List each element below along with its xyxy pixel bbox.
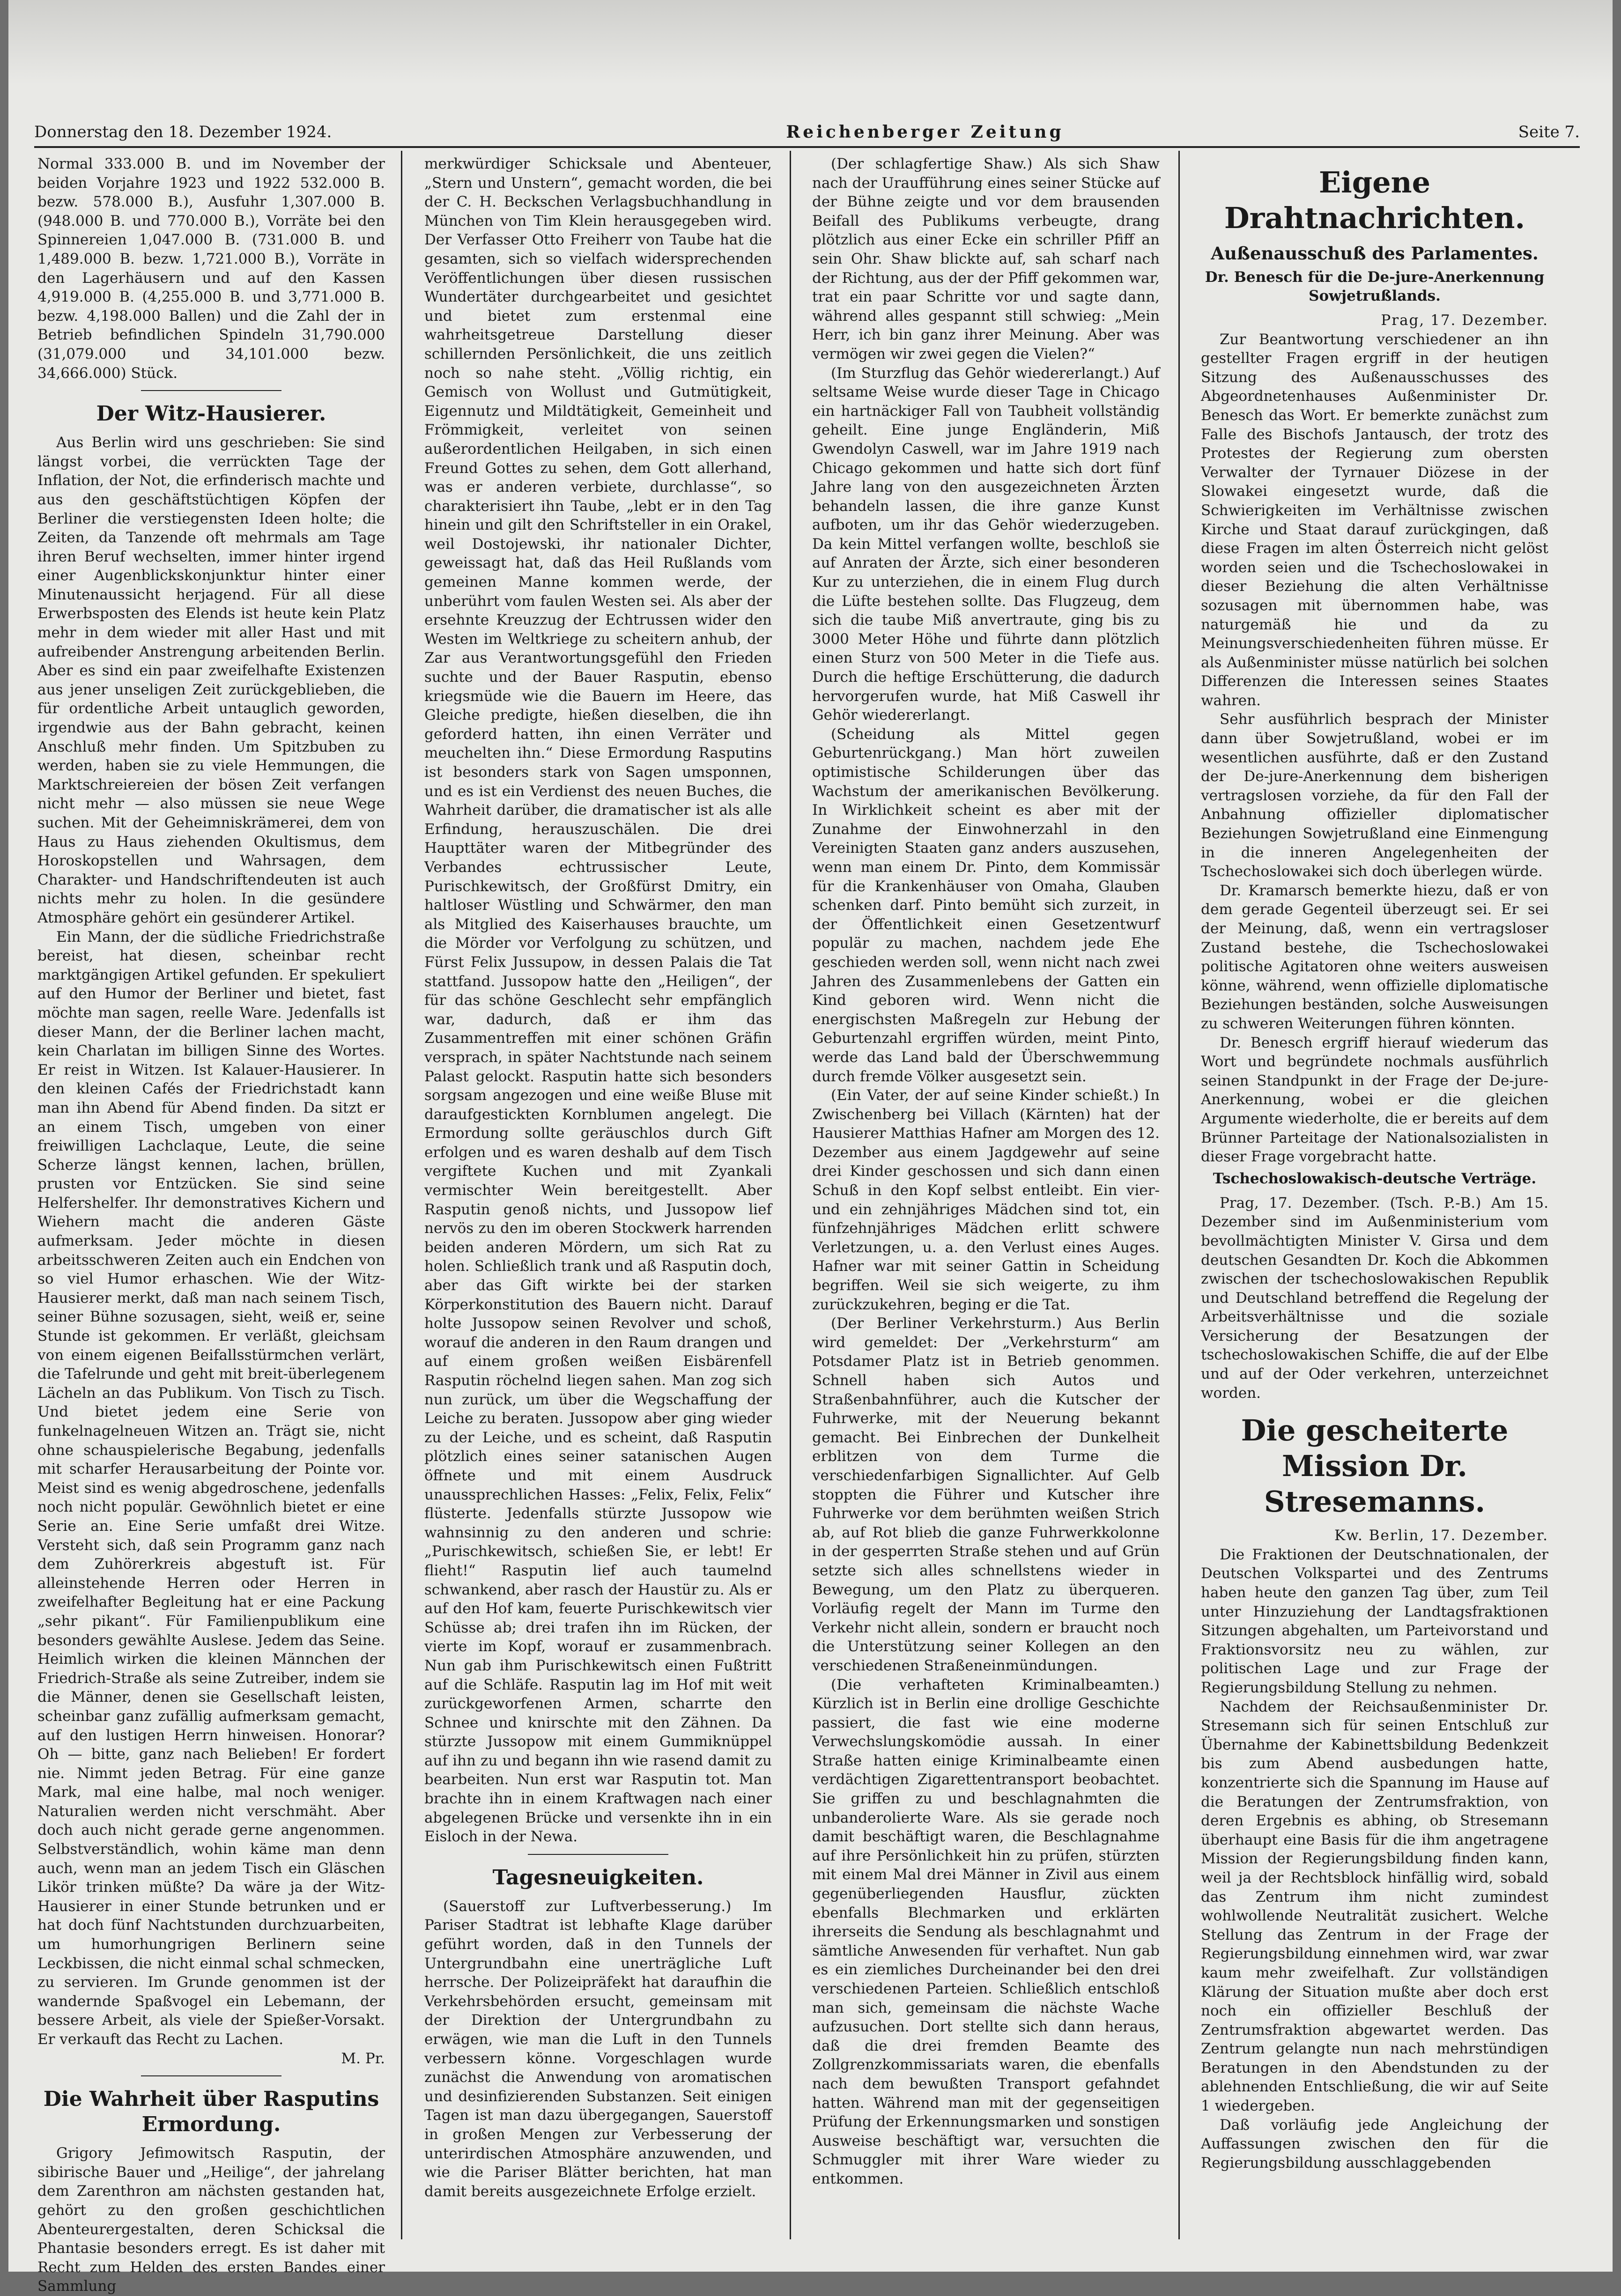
dateline: Kw. Berlin, 17. Dezember. bbox=[1334, 1527, 1548, 1544]
masthead: Reichenberger Zeitung bbox=[786, 122, 1064, 142]
headline-stresemann: Die gescheiterte Mission Dr. Stresemanns. bbox=[1241, 1413, 1509, 1519]
column-2 bbox=[424, 155, 772, 2234]
author-signature: M. Pr. bbox=[341, 2050, 385, 2067]
news-item: (Die verhafteten Kriminalbeamten.) Kürzlich ist in Berlin eine drollige Geschichte passiert, die fast wie eine moderne Verwechslungskomödie aussah. In einer Straße hatten einige Kriminalbeamte einen verdächtigen Zigarettentransport beobachtet. Sie griffen zu und beschlagnahmten die unbanderolierte Ware. Als sie gerade noch damit beschäftigt waren, die Beschlagnahme auf ihre Persönlichkeit hin zu prüfen, stürzten mit einem Mal drei Männer in Zivil aus einem gegenüberliegenden Hausflur, zückten ebenfalls Blechmarken und erklärten ihrerseits die Sendung als beschlagnahmt und sämtliche Anwesenden für verhaftet. Nun gab es ein ziemliches Durcheinander bei den drei verschiedenen Parteien. Schließlich entschloß man sich, gemeinsam die nächste Wache aufzusuchen. Dort stellte sich dann heraus, daß die drei fremden Beamte des Zollgrenzkommissariats waren, die ebenfalls nach dem bewußten Transport gefahndet hatten. Während man mit der gegenseitigen Prüfung der Erkennungsmarken und sonstigen Ausweise beschäftigt war, versuchten die Schmuggler mit ihrer Ware wieder zu entkommen. bbox=[812, 1676, 1160, 2187]
article-paragraph: Sehr ausführlich besprach der Minister dann über Sowjetrußland, wobei er im wesentlichen ausführte, daß er den Zustand der De-jure-Anerkennung dem bisherigen vertragslosen vorziehe, da für den Fall der Anbahnung offizieller diplomatischer Beziehungen Sowjetrußland eine Einmengung in die inneren Angelegenheiten der Tschechoslowakei sich doch überlegen würde. bbox=[1201, 711, 1548, 880]
page-fold-shadow bbox=[8, 0, 1613, 84]
article-paragraph: merkwürdiger Schicksale und Abenteuer, „Stern und Unstern“, gemacht worden, die bei der C. H. Beckschen Verlagsbuchhandlung in München von Tim Klein herausgegeben wird. Der Verfasser Otto Freiherr von Taube hat die gesamten, sich so vielfach widersprechenden Veröffentlichungen über diesen russischen Wundertäter durchgearbeitet und gesichtet und bietet zum erstenmal eine wahrheitsgetreue Darstellung dieser schillernden Persönlichkeit, die uns zeitlich noch so nahe steht. „Völlig richtig, ein Gemisch von Wollust und Gutmütigkeit, Eigennutz und Mildtätigkeit, Gemeinheit und Frömmigkeit, verleitet von seinen außerordentlichen Heilgaben, in sich einen Freund Gottes zu sehen, dem Gott allerhand, was er anderen verbiete, durchlasse“, so charakterisiert ihn Taube, „lebt er in den Tag hinein und gilt den Schriftsteller in ein Orakel, weil Dostojewski, ihr nationaler Dichter, geweissagt hat, daß das Heil Rußlands vom gemeinen Manne kommen werde, der unberührt vom faulen Westen sei. Als aber der ersehnte Kreuzzug der Echtrussen wider den Westen im Weltkriege zu scheitern anhub, der Zar aus Verantwortungsgefühl den Frieden suchte und der Bauer Rasputin, ebenso kriegsmüde wie die Bauern im Heere, das Gleiche predigte, hießen dieselben, die ihn geforderd hatten, ihn einen Verräter und meuchelten ihn.“ Diese Ermordung Rasputins ist besonders stark von Sagen umsponnen, und es ist ein Verdienst des neuen Buches, die Wahrheit darüber, die dramatischer ist als alle Erfindung, herauszuschälen. Die drei Haupttäter waren der Mitbegründer des Verbandes echtrussischer Leute, Purischkewitsch, der Großfürst Dmitry, ein haltloser Wüstling und Schwärmer, den man als Mitglied des Kaiserhauses brauchte, um die Mörder vor Verfolgung zu schützen, und Fürst Felix Jussupow, in dessen Palais die Tat stattfand. Jussopow hatte den „Heiligen“, der für das schöne Geschlecht sehr empfänglich war, dadurch, daß er ihm das Zusammentreffen mit einer schönen Gräfin versprach, in später Nachtstunde nach seinem Palast gelockt. Rasputin hatte sich besonders sorgsam angezogen und eine weiße Bluse mit daraufgestickten Kornblumen angelegt. Die Ermordung sollte geräuschlos durch Gift erfolgen und es waren deshalb auf dem Tisch vergiftete Kuchen und mit Zyankali vermischter Wein bereitgestellt. Aber Rasputin genoß nichts, und Jussopow lief nervös zu den im oberen Stockwerk harrenden beiden anderen Mördern, um sich Rat zu holen. Schließlich trank und aß Rasputin doch, aber das Gift wirkte bei der starken Körperkonstitution des Bauern nicht. Darauf holte Jussopow seinen Revolver und schoß, worauf die anderen in den Raum drangen und auf einem großen weißen Eisbärenfell Rasputin röchelnd liegen sahen. Man zog sich nun zurück, um über die Wegschaffung der Leiche zu beraten. Jussopow aber ging wieder zu der Leiche, und es scheint, daß Rasputin plötzlich eines seiner satanischen Augen öffnete und mit einem Ausdruck unaussprechlichen Hasses: „Felix, Felix, Felix“ flüsterte. Jedenfalls stürzte Jussopow wie wahnsinnig zu den anderen und schrie: „Purischkewitsch, schießen Sie, er lebt! Er flieht!“ Rasputin lief auch taumelnd schwankend, aber rasch der Haustür zu. Als er auf den Hof kam, feuerte Purischkewitsch vier Schüsse ab; drei trafen ihn im Rücken, der vierte im Kopf, worauf er zusammenbrach. Nun gab ihm Purischkewitsch einen Fußtritt auf die Schläfe. Rasputin lag im Hof mit weit zurückgeworfenen Armen, scharrte den Schnee und knirschte mit den Zähnen. Da stürzte Jussopow mit einem Gummiknüppel auf ihn zu und begann ihn wie rasend damit zu bearbeiten. Nun erst war Rasputin tot. Man brachte ihn in einem Kraftwagen nach einer abgelegenen Brücke und versenkte ihn in ein Eisloch in der Newa. bbox=[424, 155, 772, 1846]
page-number: Seite 7. bbox=[1518, 123, 1580, 141]
subhead-benesch: Dr. Benesch für die De-jure-Anerkennung Sowjetrußlands. bbox=[1205, 269, 1545, 304]
news-item: (Sauerstoff zur Luftverbesserung.) Im Pariser Stadtrat ist lebhafte Klage darüber geführt worden, daß in den Tunnels der Untergrundbahn eine unerträgliche Luft herrsche. Der Polizeipräfekt hat daraufhin die Verkehrsbehörden ersucht, gemeinsam mit der Direktion der Untergrundbahn zu erwägen, wie man die Luft in den Tunnels verbessern könne. Vorgeschlagen wurde zunächst die Anwendung von aromatischen und desinfizierenden Substanzen. Seit einigen Tagen ist man dazu übergegangen, Sauerstoff in großen Mengen zur Verbesserung der unterirdischen Atmosphäre anzuwenden, und wie die Pariser Blätter berichten, hat man damit bereits ausgezeichnete Erfolge erzielt. bbox=[424, 1897, 772, 2200]
issue-date: Donnerstag den 18. Dezember 1924. bbox=[34, 123, 332, 141]
news-item: (Der Berliner Verkehrsturm.) Aus Berlin wird gemeldet: Der „Verkehrsturm“ am Potsdamer Platz ist in Betrieb genommen. Schnell haben sich Autos und Straßenbahnführer, auch die Kutscher der Fuhrwerke, mit der Neuerung bekannt gemacht. Bei Einbrechen der Dunkelheit erblitzen von dem Turme die verschiedenfarbigen Signallichter. Auf Gelb stoppten die Führer und Kutscher ihre Fuhrwerke vor dem berühmten weißen Strich ab, auf Rot blieb die ganze Fuhrwerkkolonne in der gesperrten Straße stehen und auf Grün setzte sich alles schnellstens wieder in Bewegung, um den Platz zu überqueren. Vorläufig regelt der Mann im Turme den Verkehr nicht allein, sondern er braucht noch die Unterstützung seiner Kollegen an den verschiedenen Straßeneinmündungen. bbox=[812, 1315, 1160, 1674]
news-item: (Ein Vater, der auf seine Kinder schießt.) In Zwischenberg bei Villach (Kärnten) hat der Hausierer Matthias Hafner am Morgen des 12. Dezember aus einem Jagdgewehr auf seine drei Kinder geschossen und sich dann einen Schuß in den Kopf selbst entleibt. Ein vier- und ein zehnjähriges Mädchen sind tot, ein fünfzehnjähriges Mädchen erlitt schwere Verletzungen, u. a. den Verlust eines Auges. Hafner war mit seiner Gattin in Scheidung begriffen. Weil sie sich weigerte, zu ihm zurückzukehren, beging er die Tat. bbox=[812, 1087, 1160, 1313]
headline-drahtnachrichten: Eigene Drahtnachrichten. bbox=[1224, 165, 1525, 235]
column-divider bbox=[1178, 151, 1180, 2239]
article-paragraph: Daß vorläufig jede Angleichung der Auffassungen zwischen den für die Regierungsbildung ausschlaggebenden bbox=[1201, 2116, 1548, 2171]
column-4 bbox=[1201, 155, 1548, 2234]
subhead-vertraege: Tschechoslowakisch-deutsche Verträge. bbox=[1213, 1170, 1537, 1187]
article-paragraph: Ein Mann, der die südliche Friedrichstraße bereist, hat diesen, scheinbar recht marktgängigen Artikel gefunden. Er spekuliert auf den Humor der Berliner und bietet, fast möchte man sagen, reelle Ware. Jedenfalls ist dieser Mann, der die Berliner lachen macht, kein Charlatan im billigen Sinne des Wortes. Er reist in Witzen. Ist Kalauer-Hausierer. In den kleinen Cafés der Friedrichstadt kann man ihn Abend für Abend finden. Da sitzt er an einem Tisch, umgeben von einer freiwilligen Lachclaque, Leute, die seine Scherze längst kennen, lachen, brüllen, prusten vor Entzücken. Sie sind seine Helfershelfer. Ihr demonstratives Kichern und Wiehern macht die anderen Gäste aufmerksam. Jeder möchte in diesen arbeitsschweren Zeiten auch ein Endchen von so viel Humor erhaschen. Wie der Witz-Hausierer merkt, daß man nach seinem Tisch, seiner Bühne sozusagen, sieht, weiß er, seine Stunde ist gekommen. Er verläßt, gleichsam von einem eigenen Beifallsstürmchen verlärt, die Tafelrunde und geht mit breit-überlegenem Lächeln an das Publikum. Von Tisch zu Tisch. Und bietet jedem eine Serie von funkelnagelneuen Witzen an. Trägt sie, nicht ohne schauspielerische Begabung, jedenfalls mit scharfer Herausarbeitung der Pointe vor. Meist sind es wenig abgedroschene, jedenfalls noch nicht populär. Gewöhnlich bietet er eine Serie an. Eine Serie umfaßt drei Witze. Versteht sich, daß sein Programm ganz nach dem Zuhörerkreis abgestuft ist. Für alleinstehende Herren oder Herren in zweifelhafter Begleitung hat er eine Packung „sehr pikant“. Für Familienpublikum eine besonders gewählte Auslese. Jedem das Seine. Heimlich wirken die kleinen Männchen der Friedrich-Straße als seine Zutreiber, indem sie die Männer, denen sie Gesellschaft leisten, scheinbar ganz zufällig aufmerksam gemacht, auf den lustigen Herrn hinweisen. Honorar? Oh — bitte, ganz nach Belieben! Er fordert nie. Nimmt jeden Betrag. Für eine ganze Mark, mal eine halbe, mal noch weniger. Naturalien werden nicht verschmäht. Aber doch auch nicht gerade gerne angenommen. Selbstverständlich, wohin käme man denn auch, wenn man an jedem Tisch ein Gläschen Likör trinken müßte? Da wäre ja der Witz-Hausierer in einer Stunde betrunken und er hat doch fünf Nachtstunden durchzuarbeiten, um humorhungrigen Berlinern seine Leckbissen, die nicht einmal schal schmecken, zu servieren. Im Grunde genommen ist der wandernde Spaßvogel ein Lebemann, der bessere Arbeit, als viele der Spießer-Vorsakt. Er verkauft das Recht zu Lachen. bbox=[37, 928, 385, 2048]
column-divider bbox=[401, 151, 402, 2239]
article-paragraph: Zur Beantwortung verschiedener an ihn gestellter Fragen ergriff in der heutigen Sitzung des Außenausschusses des Abgeordnetenhauses Außenminister Dr. Benesch das Wort. Er bemerkte zunächst zum Falle des Bischofs Jantausch, der trotz des Protestes der Regierung zum obersten Verwalter der Tyrnauer Diözese in der Slowakei eingesetzt wurde, daß die Schwierigkeiten im Verhältnisse zwischen Kirche und Staat darauf zurückgingen, daß diese Fragen im alten Österreich nicht gelöst worden seien und die Tschechoslowakei in dieser Beziehung die alten Verhältnisse sozusagen mit übernommen habe, was naturgemäß hie und da zu Meinungsverschiedenheiten führen müsse. Er als Außenminister müsse natürlich bei solchen Differenzen die Interessen seines Staates wahren. bbox=[1201, 331, 1548, 709]
header-rule bbox=[34, 146, 1580, 148]
subhead-aussenausschuss: Außenausschuß des Parlamentes. bbox=[1211, 243, 1539, 264]
news-item: (Scheidung als Mittel gegen Geburtenrückgang.) Man hört zuweilen optimistische Schilderungen über das Wachstum der amerikanischen Bevölkerung. In Wirklichkeit scheint es aber mit der Zunahme der Einwohnerzahl in den Vereinigten Staaten ganz anders auszusehen, wenn man einem Dr. Pinto, dem Kommissär für die Krankenhäuser von Omaha, Glauben schenken darf. Pinto bemüht sich zurzeit, in der Öffentlichkeit einen Gesetzentwurf populär zu machen, nachdem jede Ehe geschieden werden soll, wenn nicht nach zwei Jahren des Zusammenlebens der Gatten ein Kind geboren wird. Wenn nicht die energischsten Maßregeln zur Hebung der Geburtenzahl ergriffen würden, meint Pinto, werde das Land bald der Überschwemmung durch fremde Völker ausgesetzt sein. bbox=[812, 725, 1160, 1085]
section-rule bbox=[141, 2075, 281, 2076]
section-rule bbox=[141, 390, 281, 391]
column-1 bbox=[37, 155, 385, 2295]
article-paragraph: Dr. Benesch ergriff hierauf wiederum das Wort und begründete nochmals ausführlich seinen Standpunkt in der Frage der De-jure-Anerkennung, wobei er die gleichen Argumente wiederholte, die er bereits auf dem Brünner Parteitage der Nationalsozialisten in dieser Frage vorgebracht hatte. bbox=[1201, 1034, 1548, 1166]
headline-rasputin: Die Wahrheit über Rasputins Ermordung. bbox=[43, 2087, 379, 2137]
article-paragraph: Die Fraktionen der Deutschnationalen, der Deutschen Volkspartei und des Zentrums haben heute den ganzen Tag über, zum Teil unter Hinzuziehung der Landtagsfraktionen Sitzungen abgehalten, um Parteivorstand und Fraktionsvorsitz neu zu wählen, zur politischen Lage und zur Frage der Regierungsbildung Stellung zu nehmen. bbox=[1201, 1546, 1548, 1696]
article-paragraph: Nachdem der Reichsaußenminister Dr. Stresemann sich für seinen Entschluß zur Übernahme der Kabinettsbildung Bedenkzeit bis zum Abend ausbedungen hatte, konzentrierte sich die Spannung im Hause auf die Beratungen der Zentrumsfraktion, von deren Ergebnis es abhing, ob Stresemann überhaupt eine Basis für die ihm angetragene Mission der Regierungsbildung finden kann, weil ja der Rechtsblock hinfällig wird, sobald das Zentrum ihm nicht zumindest wohlwollende Neutralität zusichert. Welche Stellung das Zentrum in der Frage der Regierungsbildung einnehmen wird, war zwar kaum mehr zweifelhaft. Zur vollständigen Klärung der Situation mußte aber doch erst noch ein offizieller Beschluß der Zentrumsfraktion abgewartet werden. Das Zentrum gelangte nun nach mehrstündigen Beratungen in den Abendstunden zu der ablehnenden Entschließung, die wir auf Seite 1 wiedergeben. bbox=[1201, 1698, 1548, 2115]
section-rule bbox=[528, 1854, 668, 1855]
news-item: (Im Sturzflug das Gehör wiedererlangt.) Auf seltsame Weise wurde dieser Tage in Chicago ein hartnäckiger Fall von Taubheit vollständig geheilt. Eine junge Engländerin, Miß Gwendolyn Caswell, war im Jahre 1919 nach Chicago gekommen und hatte sich dort fünf Jahre lang von den ausgezeichneten Ärzten behandeln lassen, die ihre ganze Kunst aufboten, um ihr das Gehör wiederzugeben. Da kein Mittel verfangen wollte, beschloß sie auf Anraten der Ärzte, sich einer besonderen Kur zu unterziehen, die in einem Flug durch die Lüfte bestehen sollte. Das Flugzeug, dem sich die taube Miß anvertraute, ging bis zu 3000 Meter Höhe und führte dann plötzlich einen Sturz von 500 Meter in die Tiefe aus. Durch die heftige Erschütterung, die dadurch hervorgerufen wurde, hat Miß Caswell ihr Gehör wiedererlangt. bbox=[812, 364, 1160, 724]
headline-tagesneuigkeiten: Tagesneuigkeiten. bbox=[492, 1865, 704, 1890]
article-paragraph: Grigory Jefimowitsch Rasputin, der sibirische Bauer und „Heilige“, der jahrelang dem Zarenthron am nächsten gestanden hat, gehört zu den großen geschichtlichen Abenteurergestalten, deren Schicksal die Phantasie besonders erregt. Es ist daher mit Recht zum Helden des ersten Bandes einer Sammlung bbox=[37, 2145, 385, 2295]
news-item: (Der schlagfertige Shaw.) Als sich Shaw nach der Uraufführung eines seiner Stücke auf der Bühne zeigte und vor dem brausenden Beifall des Publikums verbeugte, drang plötzlich aus einer Ecke ein schriller Pfiff an sein Ohr. Shaw blickte auf, sah scharf nach der Richtung, aus der der Pfiff gekommen war, trat ein paar Schritte vor und sagte dann, während alles gespannt still schwieg: „Mein Herr, ich bin ganz ihrer Meinung. Aber was vermögen wir zwei gegen die Vielen?“ bbox=[812, 155, 1160, 362]
newspaper-page bbox=[8, 0, 1613, 2295]
article-paragraph: Dr. Kramarsch bemerkte hiezu, daß er von dem gerade Gegenteil überzeugt sei. Er sei der Meinung, daß, wenn ein vertragsloser Zustand bestehe, die Tschechoslowakei politische Agitatoren ohne weiters ausweisen könne, während, wenn offizielle diplomatische Beziehungen beständen, solche Ausweisungen zu schweren Weiterungen führen könnten. bbox=[1201, 882, 1548, 1032]
column-divider bbox=[790, 151, 791, 2239]
cotton-report-tail: Normal 333.000 B. und im November der beiden Vorjahre 1923 und 1922 532.000 B. bezw. 578.000 B.), Ausfuhr 1,307.000 B. (948.000 B. und 770.000 B.), Vorräte bei den Spinnereien 1,047.000 B. (731.000 B. und 1,489.000 B. bezw. 1,721.000 B.), Vorräte in den Lagerhäusern und auf den Kassen 4,919.000 B. (4,255.000 B. und 3,771.000 B. bezw. 4,198.000 Ballen) und die Zahl der in Betrieb befindlichen Spindeln 31,790.000 (31,079.000 und 34,101.000 bezw. 34,666.000) Stück. bbox=[37, 155, 385, 382]
article-paragraph: Prag, 17. Dezember. (Tsch. P.-B.) Am 15. Dezember sind im Außenministerium vom bevollmächtigten Minister V. Girsa und dem deutschen Gesandten Dr. Koch die Abkommen zwischen der tschechoslowakischen Republik und Deutschland betreffend die Regelung der Arbeitsverhältnisse und die soziale Versicherung der Besatzungen der tschechoslowakischen Schiffe, die auf der Elbe und auf der Oder verkehren, unterzeichnet worden. bbox=[1201, 1194, 1548, 1402]
headline-witz-hausierer: Der Witz-Hausierer. bbox=[96, 402, 326, 426]
page-header bbox=[34, 123, 1580, 141]
dateline: Prag, 17. Dezember. bbox=[1381, 312, 1548, 329]
article-paragraph: Aus Berlin wird uns geschrieben: Sie sind längst vorbei, die verrückten Tage der Inflation, der Not, die erfinderisch machte und aus den geschäftstüchtigen Köpfen der Berliner die verstiegensten Ideen holte; die Zeiten, da Tanzende oft mehrmals am Tage ihren Beruf wechselten, immer hinter irgend einer Augenblickskonjunktur hinter einer Minutenaussicht herjagend. Für all diese Erwerbsposten des Elends ist heute kein Platz mehr in dem wieder mit aller Hast und mit aufreibender Anstrengung arbeitenden Berlin. Aber es sind ein paar zweifelhafte Existenzen aus jener unseligen Zeit zurückgeblieben, die für ordentliche Arbeit untauglich geworden, irgendwie aus der Bahn gebracht, keinen Anschluß mehr finden. Um Spitzbuben zu werden, haben sie zu viele Hemmungen, die Marktschreiereien der bösen Zeit verfangen nicht mehr — also müssen sie neue Wege suchen. Mit der Geheimniskrämerei, dem von Haus zu Haus ziehenden Okultismus, dem Horoskopstellen und Wahrsagen, dem Charakter- und Handschriftendeuten ist auch nichts mehr zu holen. In die gesündere Atmosphäre gehört ein gesünderer Artikel. bbox=[37, 434, 385, 926]
column-3 bbox=[812, 155, 1160, 2234]
